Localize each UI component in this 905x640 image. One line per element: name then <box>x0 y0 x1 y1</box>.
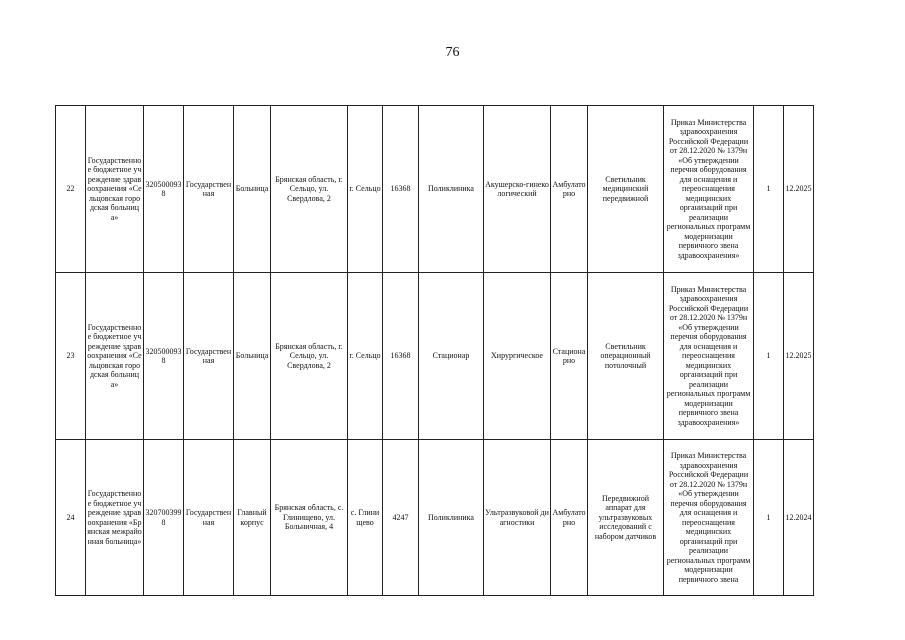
medical-profile: Акушерско-гинекологический <box>484 106 551 273</box>
locality: г. Сельцо <box>348 106 383 273</box>
regulation-order: Приказ Министерства здравоохранения Российской Федерации от 28.12.2020 № 1379н «Об утверждении перечня оборудования для оснащения и переоснащения медицинских организаций при реализации региональных программ модернизации первичного звена здравоохранения» <box>664 273 754 440</box>
population: 16368 <box>383 273 419 440</box>
equipment-name: Светильник медицинский передвижной <box>588 106 664 273</box>
care-type: Амбулаторно <box>551 106 588 273</box>
unit: Поликлиника <box>419 440 484 596</box>
organization-code: 3207003998 <box>144 440 184 596</box>
locality: с. Глинищево <box>348 440 383 596</box>
table-row <box>56 273 814 440</box>
building-type: Больница <box>234 273 271 440</box>
row-number: 24 <box>56 440 86 596</box>
medical-profile: Хирургическое <box>484 273 551 440</box>
medical-profile: Ультразвуковой диагностики <box>484 440 551 596</box>
row-number: 23 <box>56 273 86 440</box>
population: 16368 <box>383 106 419 273</box>
address: Брянская область, с. Глинищево, ул. Больничная, 4 <box>271 440 348 596</box>
quantity: 1 <box>754 440 784 596</box>
regulation-order: Приказ Министерства здравоохранения Российской Федерации от 28.12.2020 № 1379н «Об утверждении перечня оборудования для оснащения и переоснащения медицинских организаций при реализации региональных программ модернизации первичного звена <box>664 440 754 596</box>
unit: Стационар <box>419 273 484 440</box>
delivery-date: 12.2025 <box>784 273 814 440</box>
equipment-table <box>55 105 814 596</box>
population: 4247 <box>383 440 419 596</box>
unit: Поликлиника <box>419 106 484 273</box>
organization-name: Государственное бюджетное учреждение здравоохранения «Сельцовская городская больница» <box>86 273 144 440</box>
delivery-date: 12.2025 <box>784 106 814 273</box>
organization-code: 3205000938 <box>144 106 184 273</box>
care-type: Амбулаторно <box>551 440 588 596</box>
address: Брянская область, г. Сельцо, ул. Свердлова, 2 <box>271 106 348 273</box>
organization-name: Государственное бюджетное учреждение здравоохранения «Сельцовская городская больница» <box>86 106 144 273</box>
quantity: 1 <box>754 273 784 440</box>
ownership-form: Государственная <box>184 273 234 440</box>
organization-code: 3205000938 <box>144 273 184 440</box>
equipment-name: Передвижной аппарат для ультразвуковых исследований с набором датчиков <box>588 440 664 596</box>
building-type: Больница <box>234 106 271 273</box>
ownership-form: Государственная <box>184 106 234 273</box>
quantity: 1 <box>754 106 784 273</box>
table-row <box>56 106 814 273</box>
equipment-name: Светильник операционный потолочный <box>588 273 664 440</box>
building-type: Главный корпус <box>234 440 271 596</box>
table-row <box>56 440 814 596</box>
page-number: 76 <box>445 45 460 60</box>
organization-name: Государственное бюджетное учреждение здравоохранения «Брянская межрайонная больница» <box>86 440 144 596</box>
address: Брянская область, г. Сельцо, ул. Свердлова, 2 <box>271 273 348 440</box>
ownership-form: Государственная <box>184 440 234 596</box>
care-type: Стационарно <box>551 273 588 440</box>
regulation-order: Приказ Министерства здравоохранения Российской Федерации от 28.12.2020 № 1379н «Об утверждении перечня оборудования для оснащения и переоснащения медицинских организаций при реализации региональных программ модернизации первичного звена здравоохранения» <box>664 106 754 273</box>
locality: г. Сельцо <box>348 273 383 440</box>
row-number: 22 <box>56 106 86 273</box>
delivery-date: 12.2024 <box>784 440 814 596</box>
